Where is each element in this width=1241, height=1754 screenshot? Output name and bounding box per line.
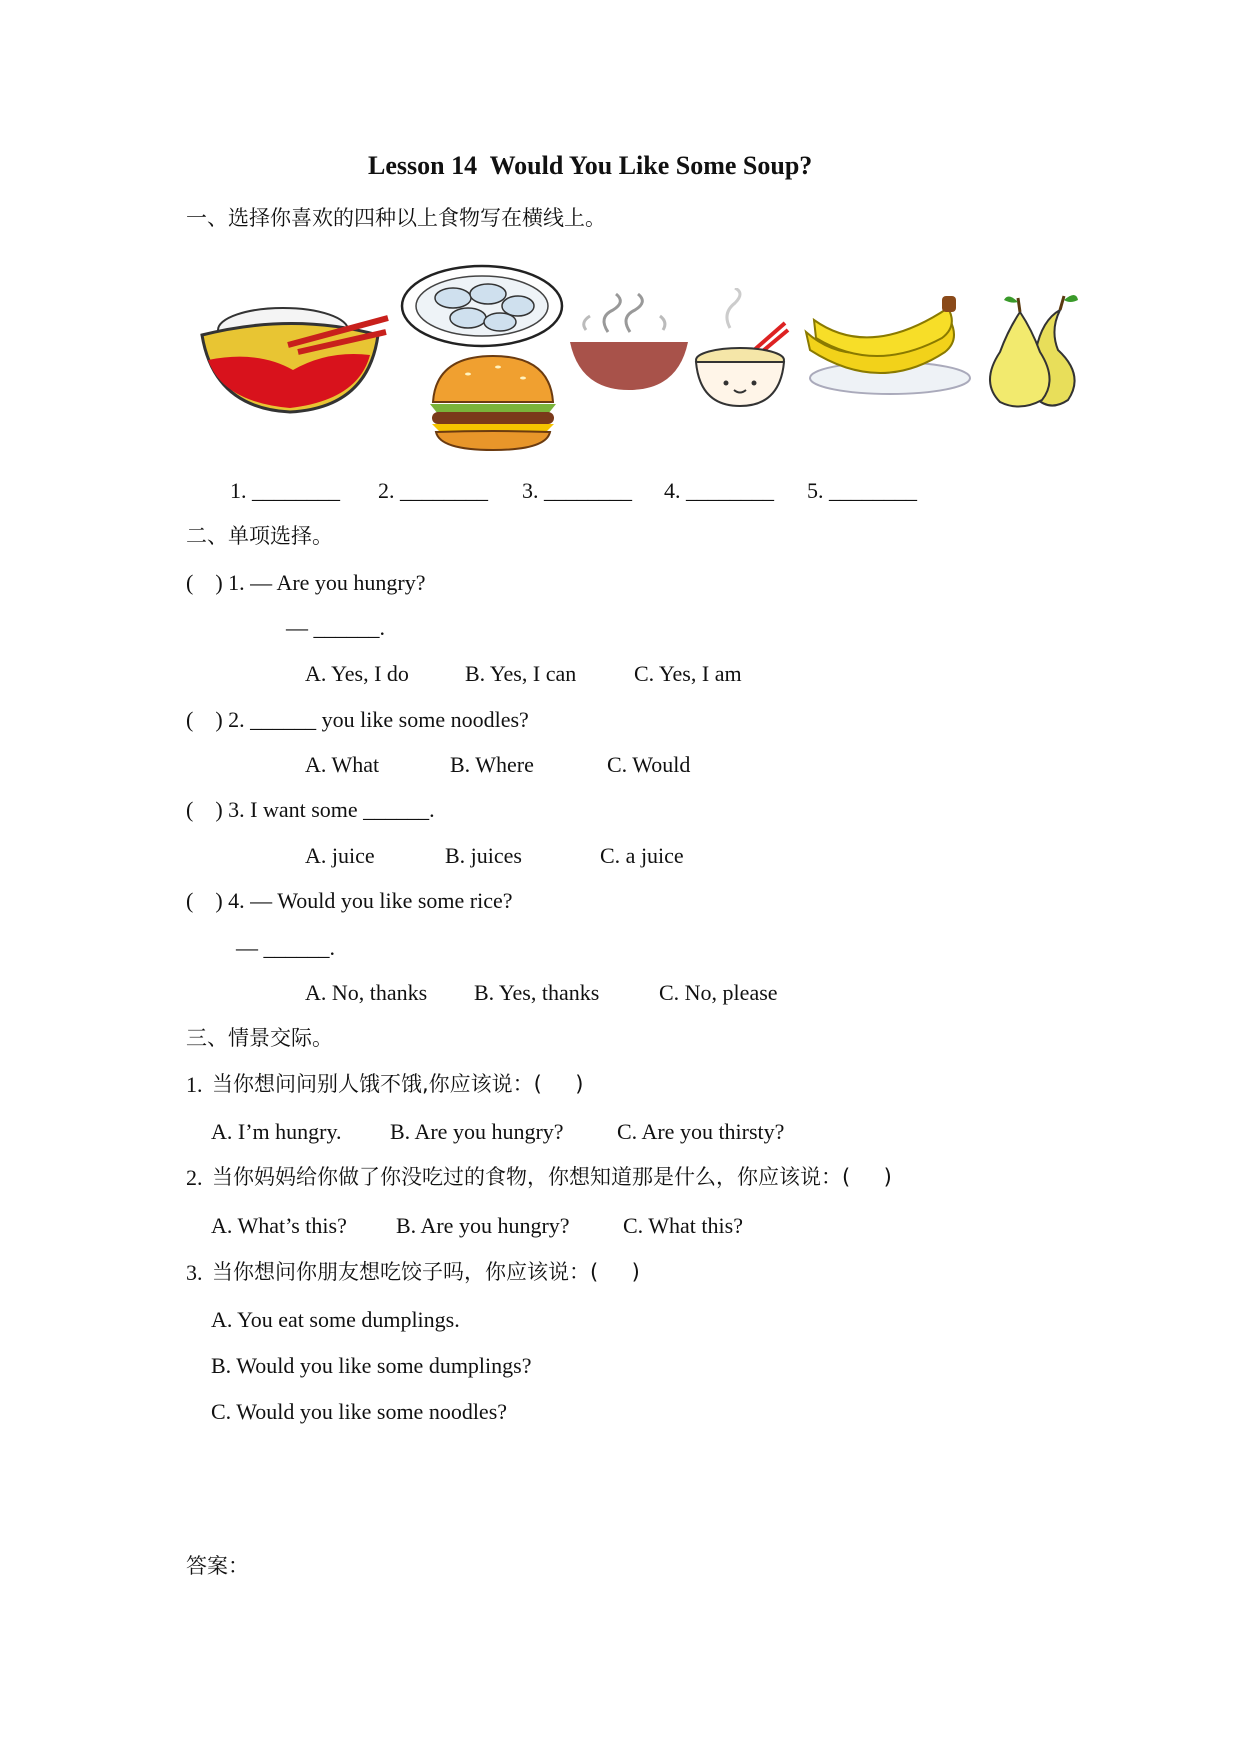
question-text: 当你想问问别人饿不饿,你应该说：( ) bbox=[212, 1072, 584, 1096]
question-stem: ( ) 2. ______ you like some noodles? bbox=[186, 707, 529, 732]
option-b: B. Where bbox=[450, 752, 534, 777]
answer-blank-5[interactable]: 5. ________ bbox=[807, 478, 917, 503]
dumplings-icon bbox=[398, 262, 566, 350]
option-c: C. What this? bbox=[623, 1213, 743, 1238]
section2-heading: 二、单项选择。 bbox=[186, 524, 333, 548]
question-stem: ( ) 1. — Are you hungry? bbox=[186, 570, 426, 595]
question-number: 2. bbox=[186, 1165, 203, 1190]
rice-icon bbox=[198, 290, 390, 415]
answers-label: 答案： bbox=[186, 1554, 249, 1578]
section1-heading: 一、选择你喜欢的四种以上食物写在横线上。 bbox=[186, 206, 606, 230]
bananas-icon bbox=[800, 290, 972, 398]
option-a: A. juice bbox=[305, 843, 375, 868]
question-reply: — ______. bbox=[236, 935, 335, 960]
option-c: C. a juice bbox=[600, 843, 684, 868]
answer-blank-4[interactable]: 4. ________ bbox=[664, 478, 774, 503]
noodles-icon bbox=[690, 288, 790, 410]
option-a: A. You eat some dumplings. bbox=[211, 1307, 460, 1332]
answer-blank-2[interactable]: 2. ________ bbox=[378, 478, 488, 503]
question-number: 1. bbox=[186, 1072, 203, 1097]
option-b: B. juices bbox=[445, 843, 522, 868]
soup-icon bbox=[568, 292, 690, 392]
answer-blank-3[interactable]: 3. ________ bbox=[522, 478, 632, 503]
option-c: C. No, please bbox=[659, 980, 778, 1005]
option-b: B. Yes, I can bbox=[465, 661, 577, 686]
option-c: C. Would you like some noodles? bbox=[211, 1399, 508, 1424]
answer-blank-1[interactable]: 1. ________ bbox=[230, 478, 340, 503]
option-a: A. No, thanks bbox=[305, 980, 428, 1005]
option-a: A. What’s this? bbox=[211, 1213, 347, 1238]
hamburger-icon bbox=[428, 352, 558, 452]
option-b: B. Would you like some dumplings? bbox=[211, 1353, 532, 1378]
question-reply: — ______. bbox=[286, 615, 385, 640]
pears-icon bbox=[980, 290, 1092, 410]
option-a: A. Yes, I do bbox=[305, 661, 409, 686]
option-c: C. Are you thirsty? bbox=[617, 1119, 785, 1144]
option-c: C. Would bbox=[607, 752, 691, 777]
question-text: 当你想问你朋友想吃饺子吗，你应该说：( ) bbox=[212, 1260, 640, 1284]
option-b: B. Are you hungry? bbox=[396, 1213, 570, 1238]
question-stem: ( ) 3. I want some ______. bbox=[186, 797, 435, 822]
question-stem: ( ) 4. — Would you like some rice? bbox=[186, 888, 513, 913]
option-a: A. What bbox=[305, 752, 380, 777]
page-title: Lesson 14 Would You Like Some Soup? bbox=[368, 151, 813, 180]
option-a: A. I’m hungry. bbox=[211, 1119, 342, 1144]
question-number: 3. bbox=[186, 1260, 203, 1285]
option-c: C. Yes, I am bbox=[634, 661, 742, 686]
option-b: B. Yes, thanks bbox=[474, 980, 600, 1005]
option-b: B. Are you hungry? bbox=[390, 1119, 564, 1144]
section3-heading: 三、情景交际。 bbox=[186, 1026, 333, 1050]
question-text: 当你妈妈给你做了你没吃过的食物，你想知道那是什么，你应该说：( ) bbox=[212, 1165, 892, 1189]
